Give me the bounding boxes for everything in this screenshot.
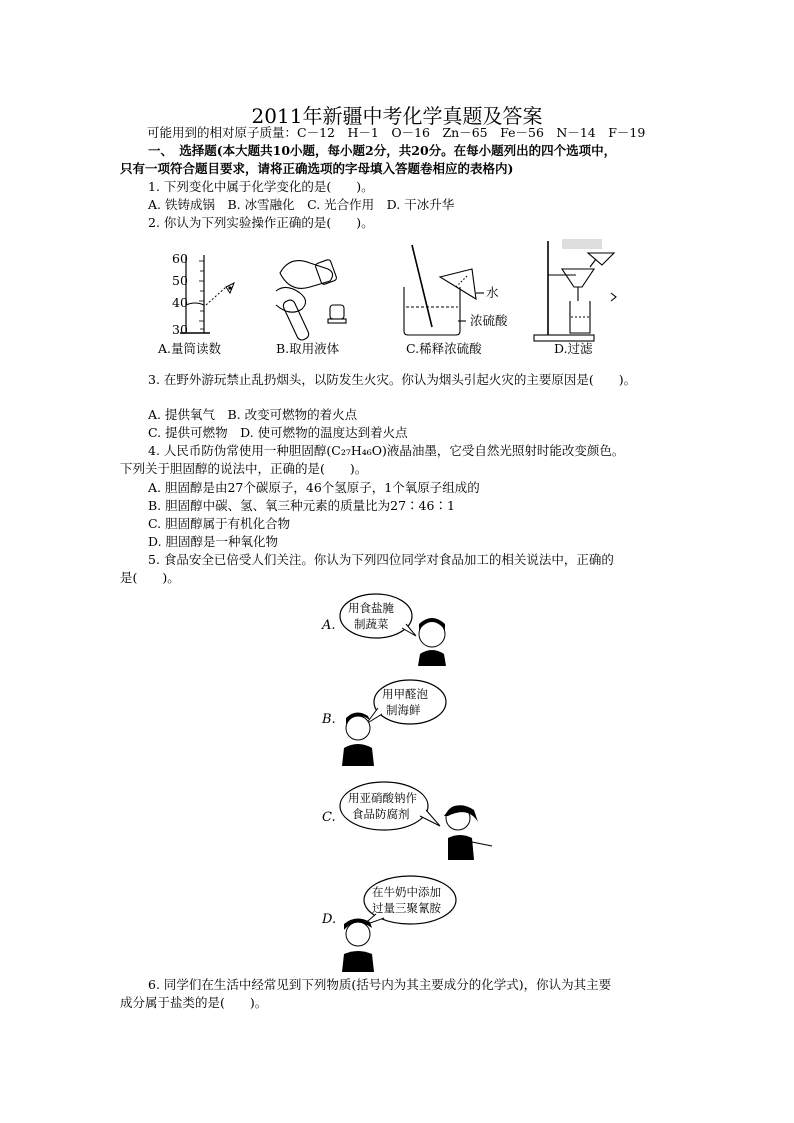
q5-d-text-line1: 在牛奶中添加 — [372, 885, 441, 899]
q4-stem-line1: 4. 人民币防伪常使用一种胆固醇(C₂₇H₄₆O)液晶油墨，它受自然光照射时能改变颜色。 — [148, 443, 625, 458]
q5-d-text-line2: 过量三聚氰胺 — [372, 901, 441, 915]
q5-b-text-line1: 用甲醛泡 — [382, 687, 428, 701]
q6-stem-line2: 成分属于盐类的是( )。 — [120, 995, 268, 1010]
blurred-label — [562, 239, 602, 249]
q4-stem-line2: 下列关于胆固醇的说法中，正确的是( )。 — [120, 461, 368, 476]
atomic-masses: 可能用到的相对原子质量：C－12 H－1 O－16 Zn－65 Fe－56 N－14 F－19 — [147, 125, 646, 140]
q5-option-b-letter: B. — [322, 712, 336, 727]
q5-option-b-figure — [336, 676, 466, 768]
person-c-icon — [444, 805, 492, 860]
caption-d: D.过滤 — [554, 341, 593, 356]
pouring-liquid-illustration — [276, 259, 346, 342]
q5-option-d-figure — [336, 868, 466, 974]
q5-option-a-figure — [336, 588, 466, 668]
q5-a-text-line2: 制蔬菜 — [354, 617, 389, 631]
measuring-cylinder-illustration — [180, 255, 234, 333]
caption-c: C.稀释浓硫酸 — [406, 341, 482, 356]
section-heading-line2: 只有一项符合题目要求，请将正确选项的字母填入答题卷相应的表格内) — [120, 161, 514, 176]
q4-option-c: C. 胆固醇属于有机化合物 — [148, 516, 291, 531]
q5-a-text-line1: 用食盐腌 — [348, 601, 394, 615]
person-d-icon — [342, 918, 374, 972]
q5-option-c-letter: C. — [322, 810, 336, 825]
cyl-tick-50: 50 — [172, 273, 188, 288]
q1-stem: 1. 下列变化中属于化学变化的是( )。 — [148, 179, 374, 194]
section-heading-line1: 一、 选择题(本大题共10小题，每小题2分，共20分。在每小题列出的四个选项中， — [148, 143, 617, 158]
q3-stem: 3. 在野外游玩禁止乱扔烟头，以防发生火灾。你认为烟头引起火灾的主要原因是( )。 — [148, 372, 637, 387]
cyl-tick-30: 30 — [172, 322, 188, 337]
q5-b-text-line2: 制海鲜 — [386, 703, 421, 717]
page-title: 2011年新疆中考化学真题及答案 — [251, 104, 543, 128]
q1-options: A. 铁铸成锅 B. 冰雪融化 C. 光合作用 D. 干冰升华 — [148, 197, 455, 212]
q5-stem-line1: 5. 食品安全已倍受人们关注。你认为下列四位同学对食品加工的相关说法中，正确的 — [148, 552, 614, 567]
person-a-icon — [418, 618, 446, 666]
cyl-tick-60: 60 — [172, 251, 188, 266]
q5-c-text-line1: 用亚硝酸钠作 — [348, 791, 417, 805]
q5-option-d-letter: D. — [322, 912, 337, 927]
label-water: 水 — [486, 285, 499, 300]
q3-options-line1: A. 提供氧气 B. 改变可燃物的着火点 — [148, 407, 358, 422]
q5-option-a-letter: A. — [322, 618, 336, 633]
q3-options-line2: C. 提供可燃物 D. 使可燃物的温度达到着火点 — [148, 425, 408, 440]
q4-option-a: A. 胆固醇是由27个碳原子，46个氢原子，1个氧原子组成的 — [148, 480, 480, 495]
label-conc-acid: 浓硫酸 — [470, 313, 508, 328]
q5-option-c-figure — [336, 776, 496, 866]
q2-stem: 2. 你认为下列实验操作正确的是( )。 — [148, 215, 374, 230]
q4-option-b: B. 胆固醇中碳、氢、氧三种元素的质量比为27∶46∶1 — [148, 498, 455, 513]
q2-lab-figure — [150, 235, 630, 360]
cyl-tick-40: 40 — [172, 295, 188, 310]
q4-option-d: D. 胆固醇是一种氧化物 — [148, 534, 279, 549]
caption-b: B.取用液体 — [276, 341, 340, 356]
q5-stem-line2: 是( )。 — [120, 570, 180, 585]
caption-a: A.量筒读数 — [158, 341, 222, 356]
q6-stem-line1: 6. 同学们在生活中经常见到下列物质(括号内为其主要成分的化学式)，你认为其主要 — [148, 977, 612, 992]
q5-c-text-line2: 食品防腐剂 — [352, 807, 410, 821]
filtration-illustration — [534, 241, 616, 341]
